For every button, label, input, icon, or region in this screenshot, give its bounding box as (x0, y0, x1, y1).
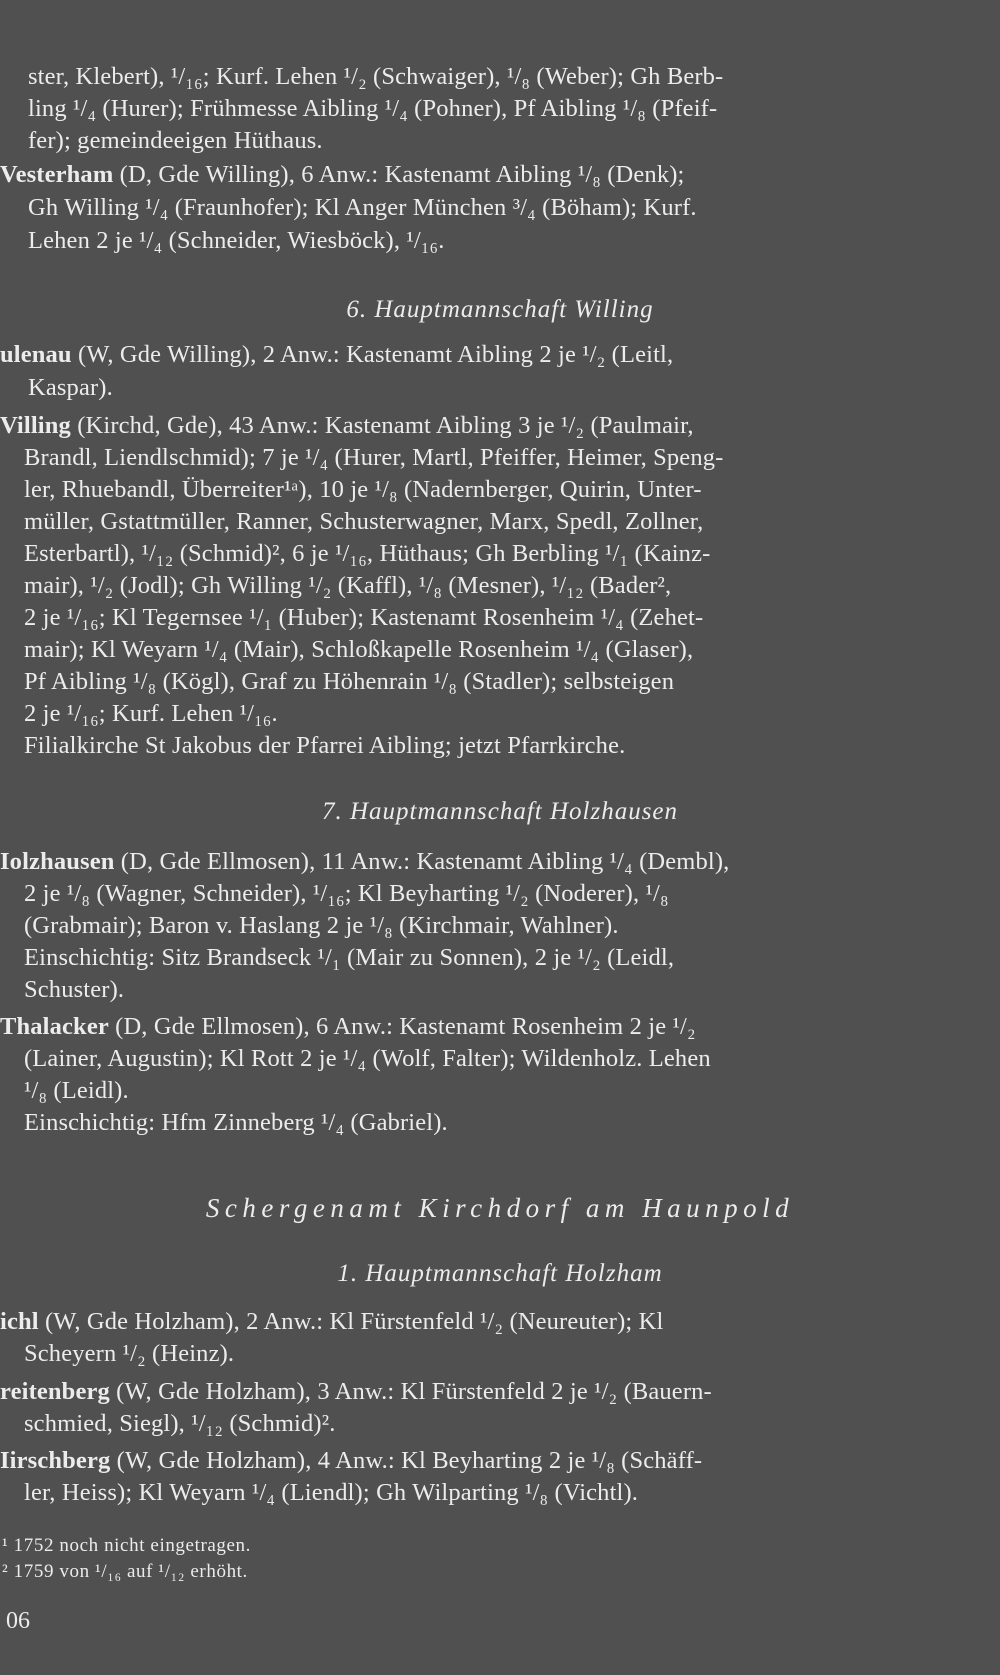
text-line: Gh Willing ¹/₄ (Fraunhofer); Kl Anger München ³/₄ (Böham); Kurf. (28, 194, 697, 221)
section-heading: 1. Hauptmannschaft Holzham (337, 1260, 663, 1287)
text-line: mair), ¹/₂ (Jodl); Gh Willing ¹/₂ (Kaffl), ¹/₈ (Mesner), ¹/₁₂ (Bader², (24, 572, 672, 599)
text-line: 2 je ¹/₁₆; Kl Tegernsee ¹/₁ (Huber); Kastenamt Rosenheim ¹/₄ (Zehet- (24, 604, 704, 631)
entry-text: (D, Gde Willing), 6 Anw.: Kastenamt Aibling ¹/₈ (Denk); (113, 161, 685, 188)
entry-text: (W, Gde Holzham), 3 Anw.: Kl Fürstenfeld 2 je ¹/₂ (Bauern- (109, 1378, 712, 1405)
text-line: Brandl, Liendlschmid); 7 je ¹/₄ (Hurer, Martl, Pfeiffer, Heimer, Speng- (24, 444, 724, 471)
text-line: ler, Rhuebandl, Überreiter¹ᵃ), 10 je ¹/₈ (Nadernberger, Quirin, Unter- (24, 476, 702, 503)
entry-willing (0, 411, 694, 441)
entry-name: ichl (0, 1308, 39, 1335)
entry-text: (D, Gde Ellmosen), 6 Anw.: Kastenamt Rosenheim 2 je ¹/₂ (108, 1013, 696, 1040)
text-line: Filialkirche St Jakobus der Pfarrei Aibling; jetzt Pfarrkirche. (24, 732, 626, 759)
text-line: schmied, Siegl), ¹/₁₂ (Schmid)². (24, 1410, 336, 1437)
entry-hirschberg (0, 1446, 702, 1476)
text-line: 2 je ¹/₈ (Wagner, Schneider), ¹/₁₆; Kl Beyharting ¹/₂ (Noderer), ¹/₈ (24, 880, 669, 907)
text-line: Schuster). (24, 976, 125, 1003)
text-line: Lehen 2 je ¹/₄ (Schneider, Wiesböck), ¹/₁₆. (28, 227, 445, 254)
footnote: ¹ 1752 noch nicht eingetragen. (2, 1535, 251, 1556)
entry-name: reitenberg (0, 1378, 110, 1405)
text-line: fer); gemeindeeigen Hüthaus. (28, 127, 323, 154)
entry-name: Iirschberg (0, 1447, 111, 1474)
entry-text: (W, Gde Holzham), 2 Anw.: Kl Fürstenfeld ¹/₂ (Neureuter); Kl (38, 1308, 664, 1335)
entry-text: (Kirchd, Gde), 43 Anw.: Kastenamt Aibling 3 je ¹/₂ (Paulmair, (70, 412, 694, 439)
entry-thalacker (0, 1012, 696, 1042)
text-line: 2 je ¹/₁₆; Kurf. Lehen ¹/₁₆. (24, 700, 278, 727)
text-line: Kaspar). (28, 374, 113, 401)
entry-bichl (0, 1307, 663, 1337)
entry-eulenau (0, 340, 673, 370)
entry-name: ulenau (0, 341, 72, 368)
text-line: Scheyern ¹/₂ (Heinz). (24, 1340, 235, 1367)
entry-name: Iolzhausen (0, 848, 115, 875)
entry-name: Vesterham (0, 161, 114, 188)
entry-breitenberg (0, 1377, 712, 1407)
entry-text: (D, Gde Ellmosen), 11 Anw.: Kastenamt Aibling ¹/₄ (Dembl), (114, 848, 730, 875)
text-line: (Grabmair); Baron v. Haslang 2 je ¹/₈ (Kirchmair, Wahlner). (24, 912, 619, 939)
text-line: Esterbartl), ¹/₁₂ (Schmid)², 6 je ¹/₁₆, Hüthaus; Gh Berbling ¹/₁ (Kainz- (24, 540, 711, 567)
text-line: ¹/₈ (Leidl). (24, 1077, 129, 1104)
text-line: ling ¹/₄ (Hurer); Frühmesse Aibling ¹/₄ (Pohner), Pf Aibling ¹/₈ (Pfeif- (28, 95, 718, 122)
entry-name: Thalacker (0, 1013, 109, 1040)
entry-text: (W, Gde Willing), 2 Anw.: Kastenamt Aibling 2 je ¹/₂ (Leitl, (71, 341, 674, 368)
text-line: Einschichtig: Hfm Zinneberg ¹/₄ (Gabriel). (24, 1109, 448, 1136)
entry-name: Villing (0, 412, 71, 439)
text-line: Pf Aibling ¹/₈ (Kögl), Graf zu Höhenrain ¹/₈ (Stadler); selbsteigen (24, 668, 675, 695)
page-number: 06 (6, 1608, 30, 1634)
text-line: Einschichtig: Sitz Brandseck ¹/₁ (Mair zu Sonnen), 2 je ¹/₂ (Leidl, (24, 944, 675, 971)
text-line: (Lainer, Augustin); Kl Rott 2 je ¹/₄ (Wolf, Falter); Wildenholz. Lehen (24, 1045, 711, 1072)
section-heading: 6. Hauptmannschaft Willing (346, 296, 654, 323)
entry-westerham (0, 160, 684, 190)
chapter-heading: Schergenamt Kirchdorf am Haunpold (205, 1193, 795, 1223)
entry-text: (W, Gde Holzham), 4 Anw.: Kl Beyharting 2 je ¹/₈ (Schäff- (110, 1447, 703, 1474)
entry-holzhausen (0, 847, 729, 877)
section-heading: 7. Hauptmannschaft Holzhausen (321, 798, 679, 825)
text-line: mair); Kl Weyarn ¹/₄ (Mair), Schloßkapelle Rosenheim ¹/₄ (Glaser), (24, 636, 694, 663)
text-line: ster, Klebert), ¹/₁₆; Kurf. Lehen ¹/₂ (Schwaiger), ¹/₈ (Weber); Gh Berb- (28, 63, 724, 90)
text-line: ler, Heiss); Kl Weyarn ¹/₄ (Liendl); Gh Wilparting ¹/₈ (Vichtl). (24, 1479, 639, 1506)
text-line: müller, Gstattmüller, Ranner, Schusterwagner, Marx, Spedl, Zollner, (24, 508, 704, 535)
footnote: ² 1759 von ¹/₁₆ auf ¹/₁₂ erhöht. (2, 1561, 248, 1582)
